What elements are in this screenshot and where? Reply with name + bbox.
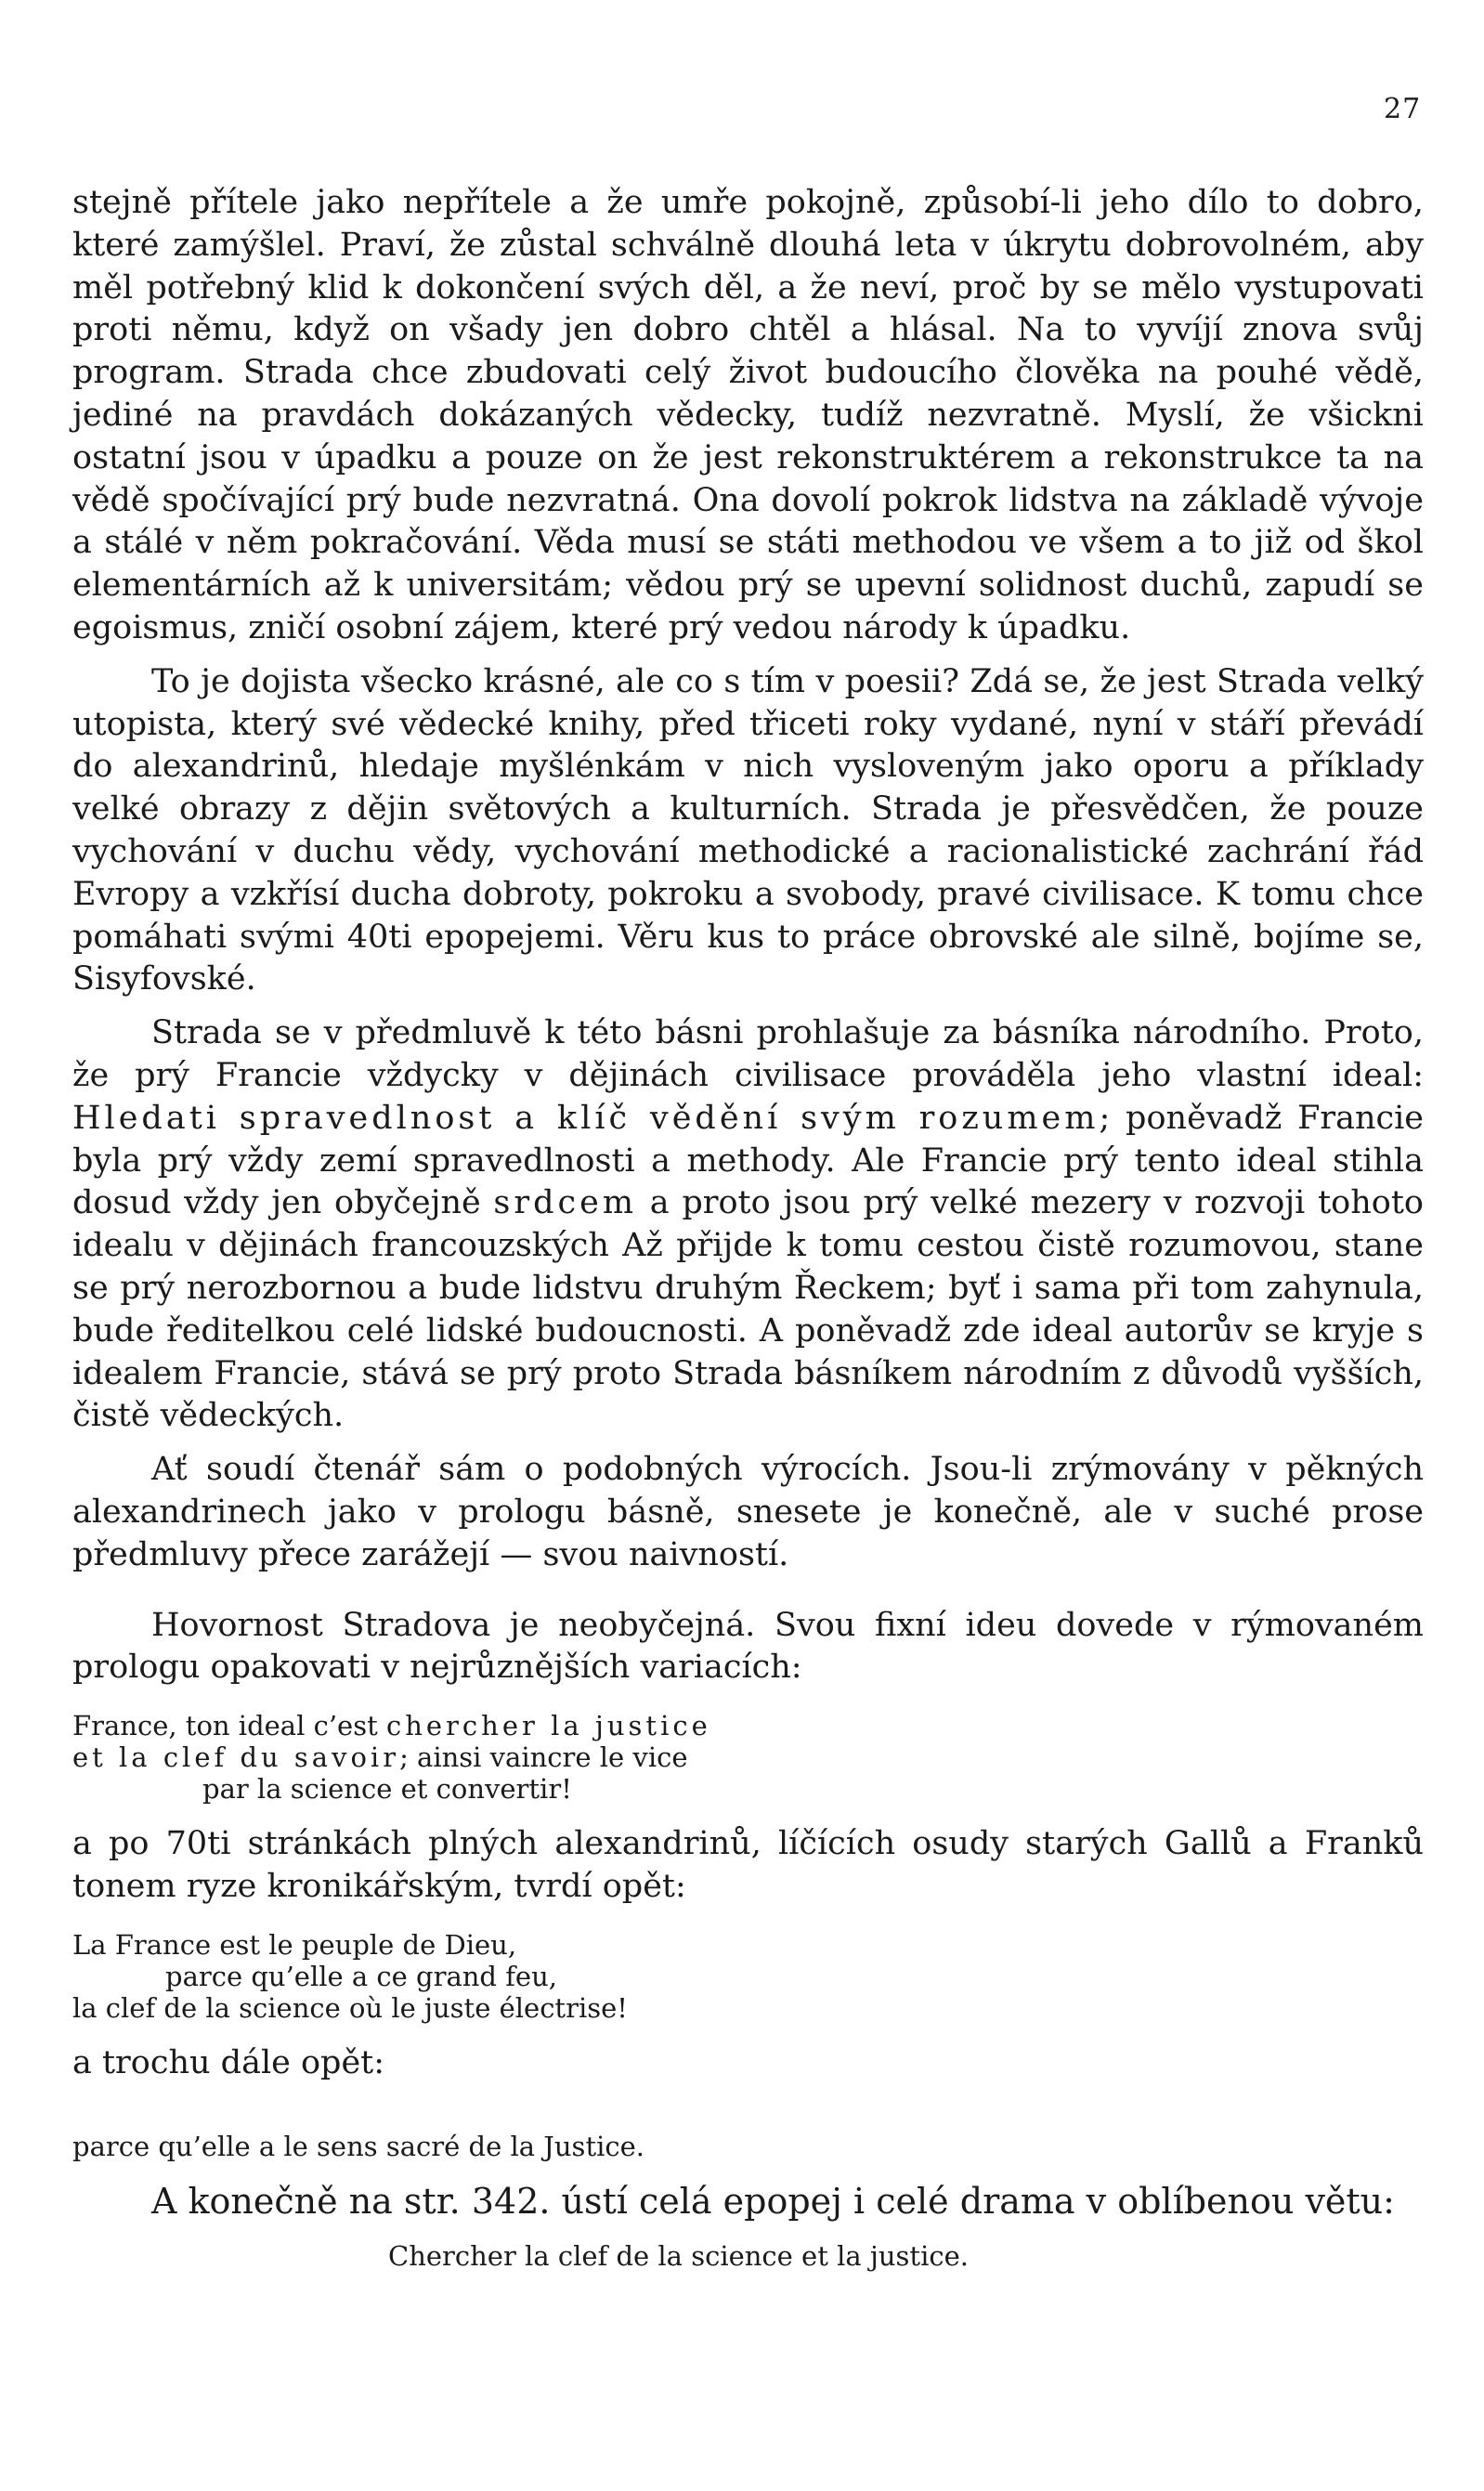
verse-1-line-1-b: chercher la justice — [385, 1710, 711, 1742]
verse-quote-1 — [72, 1710, 1424, 1805]
paragraph-7: a trochu dále opět: — [72, 2043, 385, 2081]
paragraph-3-part-a: Strada se v předmluvě k této básni prohlašuje za básníka národního. Proto, že prý Francie vždycky v dějinách civilisace prováděla jeho vlastní ideal: — [72, 1014, 1424, 1094]
paragraph-5: Hovornost Stradova je neobyčejná. Svou fixní ideu dovede v rýmovaném prologu opakovati v nejrůznějších variacích: — [72, 1606, 1424, 1687]
paragraph-2: To je dojista všecko krásné, ale co s tím v poesii? Zdá se, že jest Strada velký utopista, který své vědecké knihy, před třiceti roky vydané, nyní v stáří převádí do alexandrinů, hledaje myšlénkám v nich vysloveným jako oporu a příklady velké obrazy z dějin světových a kulturních. Strada je přesvědčen, že pouze vychování v duchu vědy, vychování methodické a racionalistické zachrání řád Evropy a vzkřísí ducha dobroty, pokroku a svobody, pravé civilisace. K tomu chce pomáhati svými 40ti epopejemi. Věru kus to práce obrovské ale silně, bojíme se, Sisyfovské. — [72, 662, 1424, 998]
paragraph-3-part-b: ; poněvadž Francie byla prý vždy zemí spravedlnosti a methody. Ale Francie prý tento ideal stihla dosud vždy jen obyčejně — [72, 1099, 1424, 1222]
verse-quote-3 — [72, 2131, 1424, 2162]
paragraph-3 — [72, 1012, 1424, 1438]
verse-1-line-3: par la science et convertir! — [202, 1773, 572, 1806]
verse-3-line-1: parce qu’elle a le sens sacré de la Justice. — [72, 2131, 644, 2163]
verse-2-line-2: parce qu’elle a ce grand feu, — [165, 1960, 557, 1992]
verse-1-line-2 — [72, 1741, 1424, 1773]
verse-quote-4 — [388, 2240, 1424, 2272]
paragraph-6: a po 70ti stránkách plných alexandrinů, líčících osudy starých Gallů a Franků tonem ryze kronikářským, tvrdí opět: — [72, 1825, 1424, 1905]
verse-4-line-1: Chercher la clef de la science et la justice. — [388, 2240, 969, 2273]
verse-1-line-1-a: France, ton ideal c’est — [72, 1710, 386, 1742]
paragraph-8: A konečně na str. 342. ústí celá epopej i celé drama v oblíbenou větu: — [151, 2181, 1395, 2223]
verse-2-line-1: La France est le peuple de Dieu, — [72, 1928, 517, 1961]
verse-quote-2 — [72, 1929, 1424, 2024]
page-body — [72, 182, 1424, 2272]
emphasis-spaced-1: Hledati spravedlnost a klíč vědění svým rozumem — [72, 1099, 1100, 1137]
verse-1-line-2-a: et la clef du savoir — [72, 1741, 400, 1774]
verse-2-line-3: la clef de la science où le juste électrise! — [72, 1991, 628, 2024]
emphasis-spaced-2: srdcem — [493, 1184, 638, 1222]
verse-1-line-2-b: ; ainsi vaincre le vice — [399, 1741, 688, 1774]
page-number: 27 — [1384, 93, 1422, 125]
paragraph-1: stejně přítele jako nepřítele a že umře pokojně, způsobí-li jeho dílo to dobro, které zamýšlel. Praví, že zůstal schválně dlouhá leta v úkrytu dobrovolném, aby měl potřebný klid k dokončení svých děl, a že neví, proč by se mělo vystupovati proti němu, když on všady jen dobro chtěl a hlásal. Na to vyvíjí znova svůj program. Strada chce zbudovati celý život budoucího člověka na pouhé vědě, jediné na pravdách dokázaných vědecky, tudíž nezvratně. Myslí, že všickni ostatní jsou v úpadku a pouze on že jest rekonstruktérem a rekonstrukce ta na vědě spočívající prý bude nezvratná. Ona dovolí pokrok lidstva na základě vývoje a stálé v něm pokračování. Věda musí se státi methodou ve všem a to již od škol elementárních až k universitám; vědou prý se upevní solidnost duchů, zapudí se egoismus, zničí osobní zájem, které prý vedou národy k úpadku. — [72, 184, 1424, 646]
paragraph-3-part-c: a proto jsou prý velké mezery v rozvoji tohoto idealu v dějinách francouzských Až přijde k tomu cestou čistě rozumovou, stane se prý nerozbornou a bude lidstvu druhým Řeckem; byť i sama při tom zahynula, bude ředitelkou celé lidské budoucnosti. A poněvadž zde ideal autorův se kryje s idealem Francie, stává se prý proto Strada básníkem národním z důvodů vyšších, čistě vědeckých. — [72, 1184, 1424, 1435]
verse-1-line-1 — [72, 1710, 1424, 1741]
paragraph-4: Ať soudí čtenář sám o podobných výrocích. Jsou-li zrýmovány v pěkných alexandrinech jako v prologu básně, snesete je konečně, ale v suché prose předmluvy přece zarážejí — svou naivností. — [72, 1451, 1424, 1573]
